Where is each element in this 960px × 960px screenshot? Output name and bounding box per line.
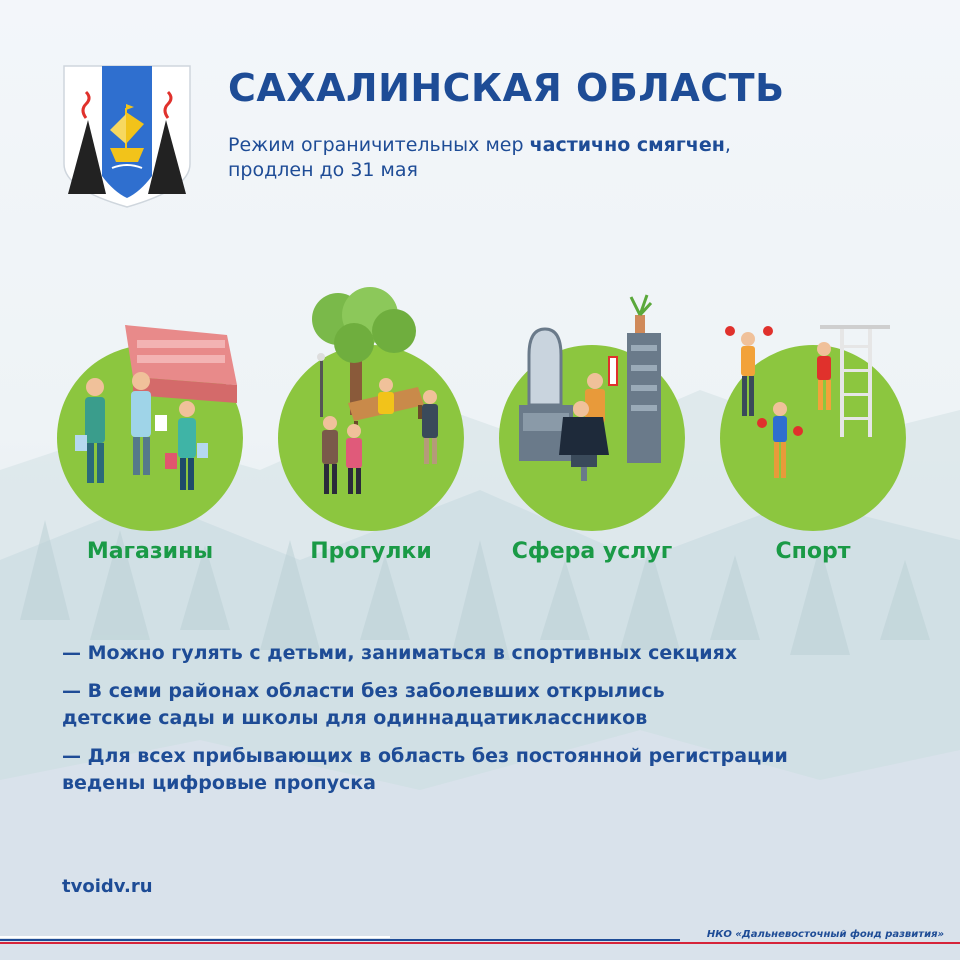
category-circle [499,345,685,531]
info-bullets [62,640,922,808]
bullet-item: — Для всех прибывающих в область без постоянной регистрации ведены цифровые пропуска [62,745,788,794]
category-circle [720,345,906,531]
category-label: Прогулки [310,539,432,564]
park-walk-icon [258,285,484,531]
page-subtitle [228,133,868,183]
page-title: САХАЛИНСКАЯ ОБЛАСТЬ [228,66,785,110]
category-services [492,345,692,564]
category-label: Спорт [775,539,851,564]
category-label: Сфера услуг [511,539,673,564]
subtitle-line2: продлен до 31 мая [228,159,418,181]
shopping-people-icon [37,285,263,531]
category-shops [50,345,250,564]
subtitle-tail: , [724,134,731,156]
bullet-item: — В семи районах области без заболевших открылись детские сады и школы для одиннадцатиклассников [62,680,665,729]
category-label: Магазины [86,539,214,564]
website-link[interactable]: tvoidv.ru [62,876,153,897]
category-circle [278,345,464,531]
footer-stripes [0,936,960,946]
category-walks [271,345,471,564]
organization-name: НКО «Дальневосточный фонд развития» [706,929,944,940]
subtitle-regular: Режим ограничительных мер [228,134,530,156]
gym-exercise-icon [700,285,926,531]
category-circle [57,345,243,531]
subtitle-bold: частично смягчен [529,134,725,156]
category-sport [713,345,913,564]
bullet-item: — Можно гулять с детьми, заниматься в спортивных секциях [62,642,738,664]
barbershop-icon [479,285,705,531]
sakhalin-coat-of-arms-icon [62,64,192,209]
